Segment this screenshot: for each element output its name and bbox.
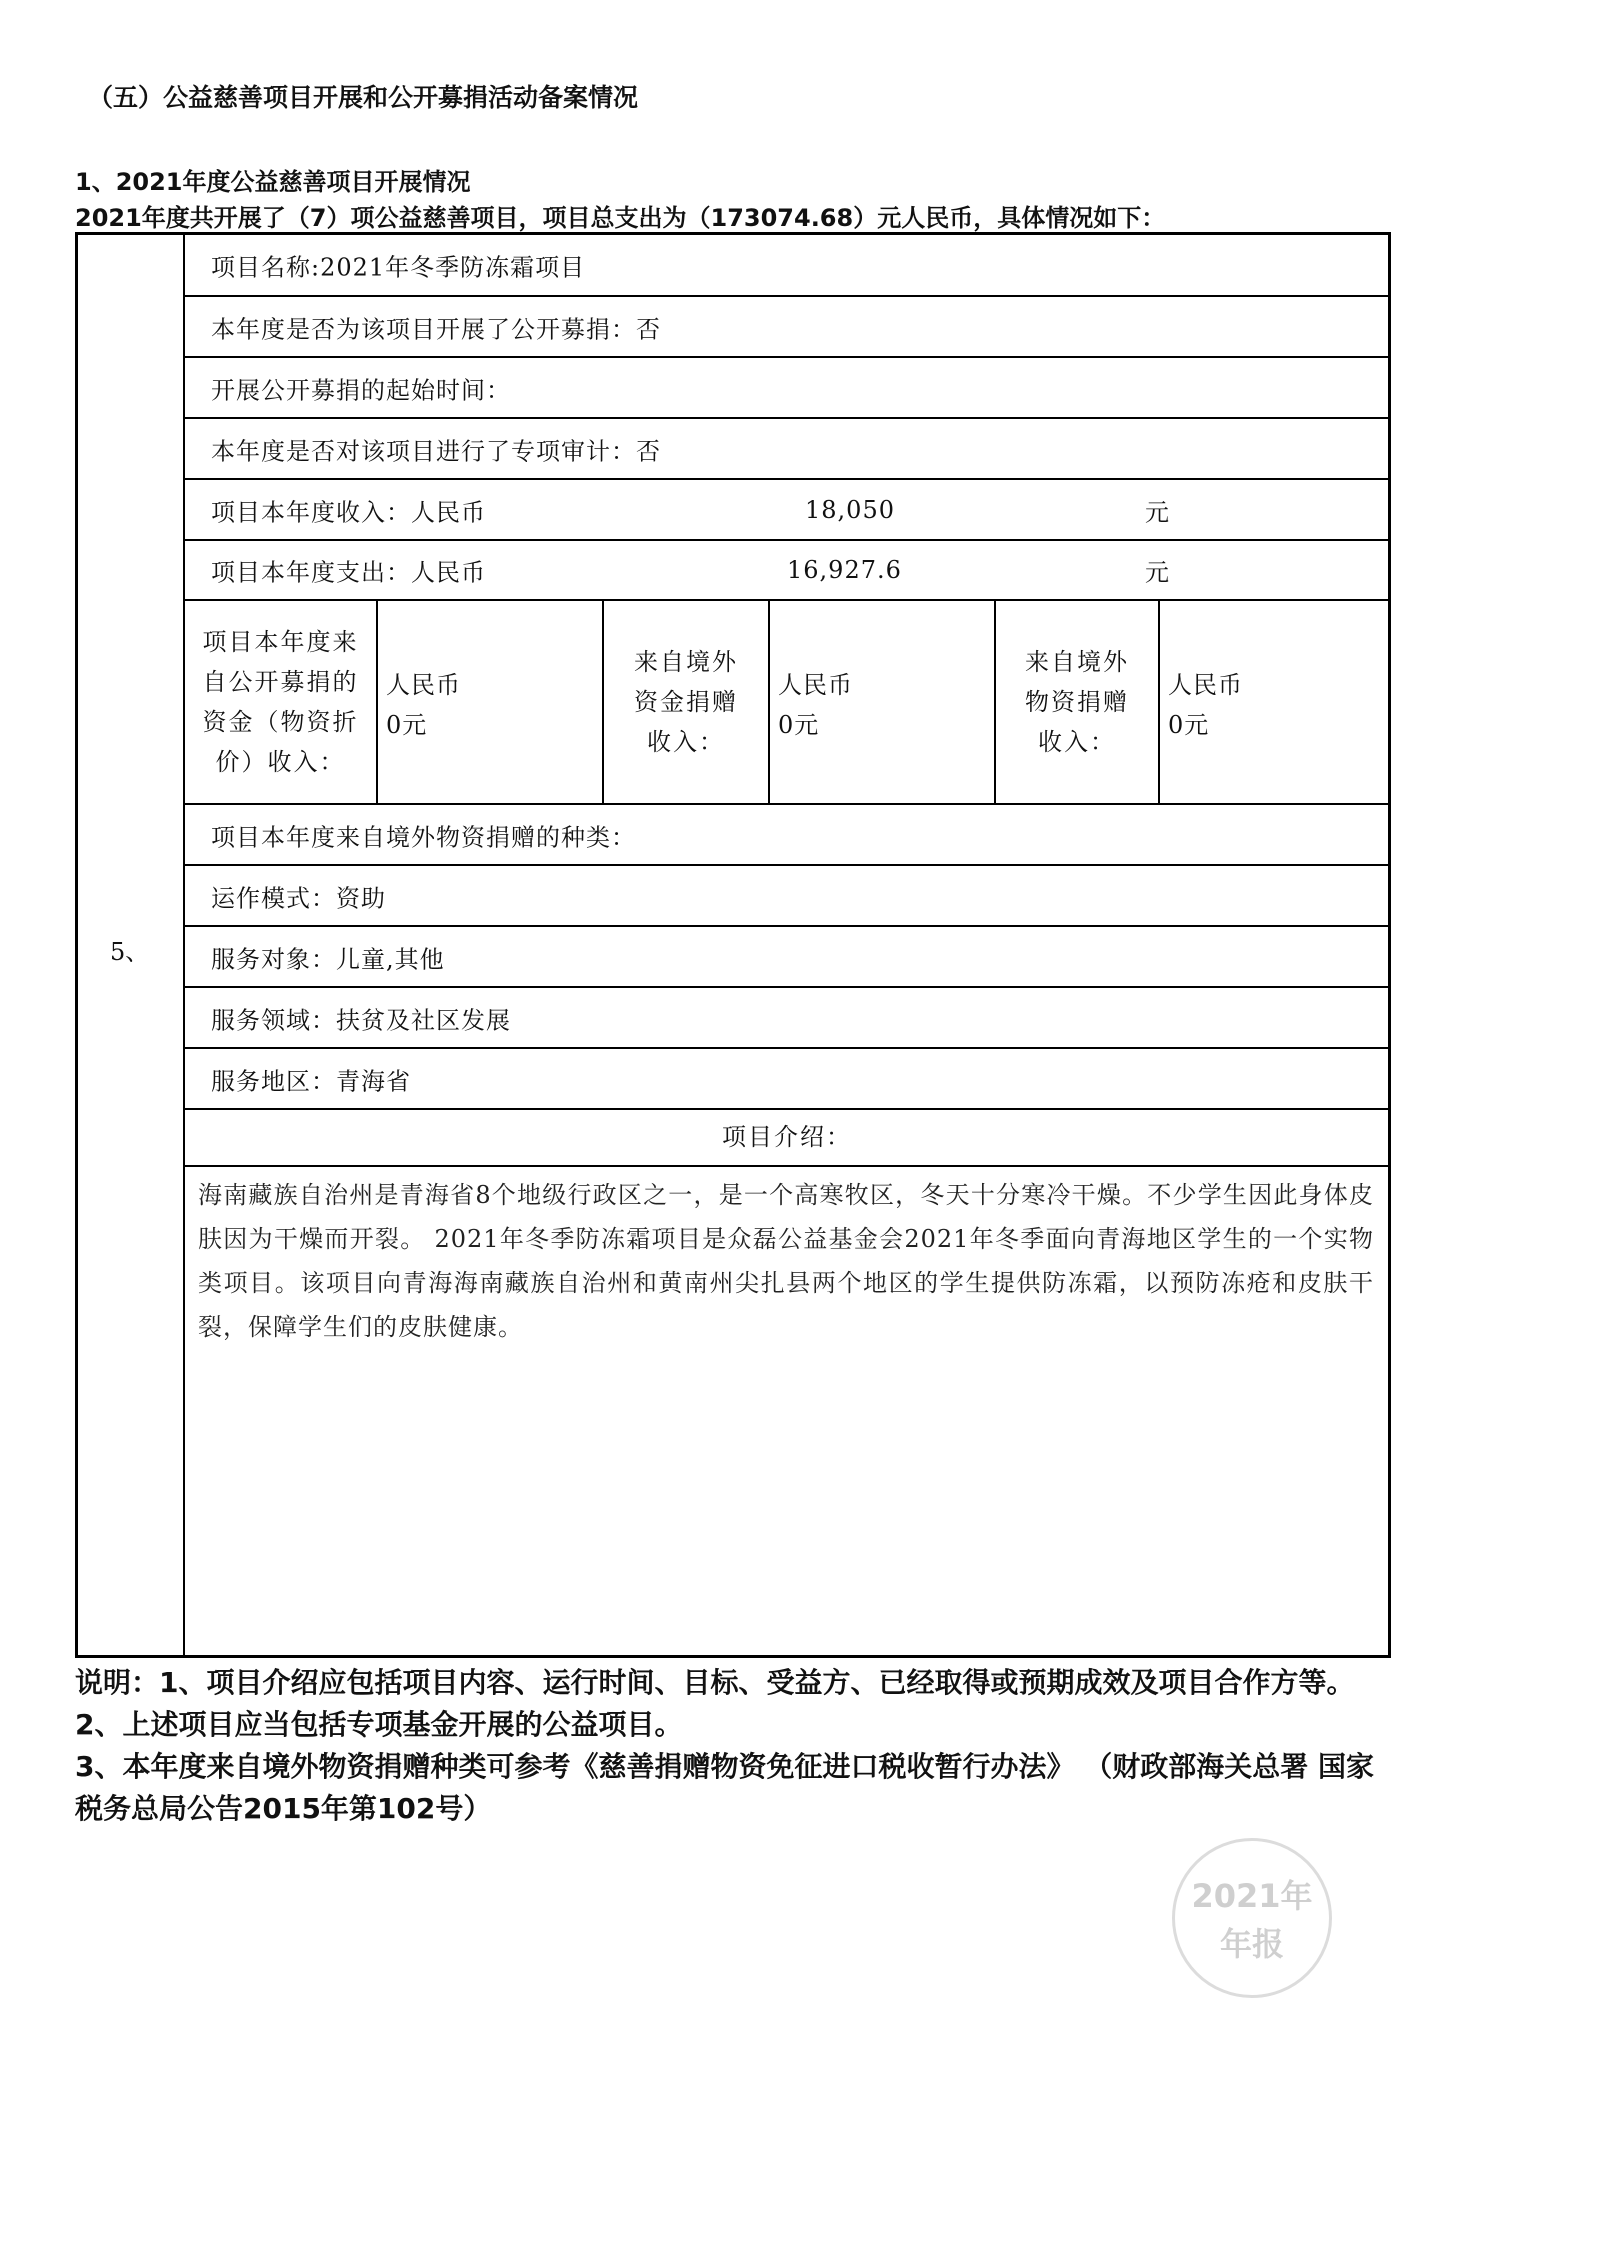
stamp-year: 2021年	[1191, 1877, 1313, 1915]
public-fundraising: 本年度是否为该项目开展了公开募捐：否	[211, 315, 661, 343]
overseas-goods-label-cell	[996, 601, 1160, 803]
public-funds-value-cell	[378, 601, 604, 803]
public-funds-label-cell	[185, 601, 378, 803]
row-service-field	[185, 988, 1389, 1049]
note-2: 2、上述项目应当包括专项基金开展的公益项目。	[75, 1708, 683, 1741]
row-service-target	[185, 927, 1389, 988]
row-overseas-goods-types	[185, 805, 1389, 866]
row-income	[185, 480, 1389, 541]
row-expense	[185, 541, 1389, 601]
row-fundraising-start	[185, 358, 1389, 419]
intro-header: 项目介绍：	[185, 1110, 1389, 1167]
overseas-goods-label: 来自境外物资捐赠收入：	[1025, 648, 1129, 756]
project-table	[75, 232, 1391, 1658]
overseas-cash-currency: 人民币	[778, 671, 853, 699]
overseas-goods-value-cell	[1160, 601, 1389, 803]
intro-text: 海南藏族自治州是青海省8个地级行政区之一，是一个高寒牧区，冬天十分寒冷干燥。不少学生因此身体皮肤因为干燥而开裂。 2021年冬季防冻霜项目是众磊公益基金会2021年冬季面向青海地区学生的一个实物类项目。该项目向青海海南藏族自治州和黄南州尖扎县两个地区的学生提供防冻霜，以预防冻疮和皮肤干裂，保障学生们的皮肤健康。	[198, 1181, 1374, 1341]
overseas-goods-types: 项目本年度来自境外物资捐赠的种类：	[211, 823, 636, 851]
note-1: 说明：1、项目介绍应包括项目内容、运行时间、目标、受益方、已经取得或预期成效及项目合作方等。	[75, 1666, 1355, 1699]
annual-report-stamp	[1172, 1838, 1332, 1998]
expense-label: 项目本年度支出：人民币	[211, 558, 486, 587]
stamp-label: 年报	[1219, 1925, 1284, 1963]
fundraising-start: 开展公开募捐的起始时间：	[211, 376, 511, 404]
operation-mode: 运作模式：资助	[211, 884, 386, 912]
sub-title: 1、2021年度公益慈善项目开展情况	[75, 168, 471, 196]
expense-unit: 元	[1145, 558, 1170, 587]
overseas-goods-value: 0元	[1168, 711, 1210, 739]
income-label: 项目本年度收入：人民币	[211, 498, 486, 526]
overseas-cash-value: 0元	[778, 711, 820, 739]
row-project-name	[185, 235, 1389, 297]
section-title: （五）公益慈善项目开展和公开募捐活动备案情况	[88, 83, 639, 112]
summary-line: 2021年度共开展了（7）项公益慈善项目，项目总支出为（173074.68）元人民币，具体情况如下：	[75, 204, 1166, 232]
row-funds	[185, 601, 1389, 805]
project-name: 项目名称:2021年冬季防冻霜项目	[211, 253, 586, 282]
service-target: 服务对象：儿童,其他	[211, 945, 445, 973]
row-special-audit	[185, 419, 1389, 480]
service-field: 服务领域：扶贫及社区发展	[211, 1006, 511, 1034]
income-amount: 18,050	[805, 495, 895, 524]
project-index: 5、	[110, 938, 150, 966]
public-funds-value: 0元	[386, 711, 428, 739]
row-operation-mode	[185, 866, 1389, 927]
public-funds-label: 项目本年度来自公开募捐的资金（物资折价）收入：	[202, 628, 359, 776]
overseas-goods-currency: 人民币	[1168, 671, 1243, 699]
row-service-region	[185, 1049, 1389, 1110]
notes	[75, 1662, 1375, 1830]
income-unit: 元	[1145, 498, 1170, 526]
note-3: 3、本年度来自境外物资捐赠种类可参考《慈善捐赠物资免征进口税收暂行办法》 （财政部海关总署 国家税务总局公告2015年第102号）	[75, 1750, 1374, 1825]
public-funds-currency: 人民币	[386, 671, 461, 699]
expense-amount: 16,927.6	[787, 556, 902, 584]
overseas-cash-value-cell	[770, 601, 996, 803]
overseas-cash-label-cell	[604, 601, 770, 803]
index-cell	[78, 235, 185, 1655]
special-audit: 本年度是否对该项目进行了专项审计：否	[211, 437, 661, 465]
overseas-cash-label: 来自境外资金捐赠收入：	[634, 648, 738, 756]
row-public-fundraising	[185, 297, 1389, 358]
service-region: 服务地区：青海省	[211, 1067, 411, 1095]
